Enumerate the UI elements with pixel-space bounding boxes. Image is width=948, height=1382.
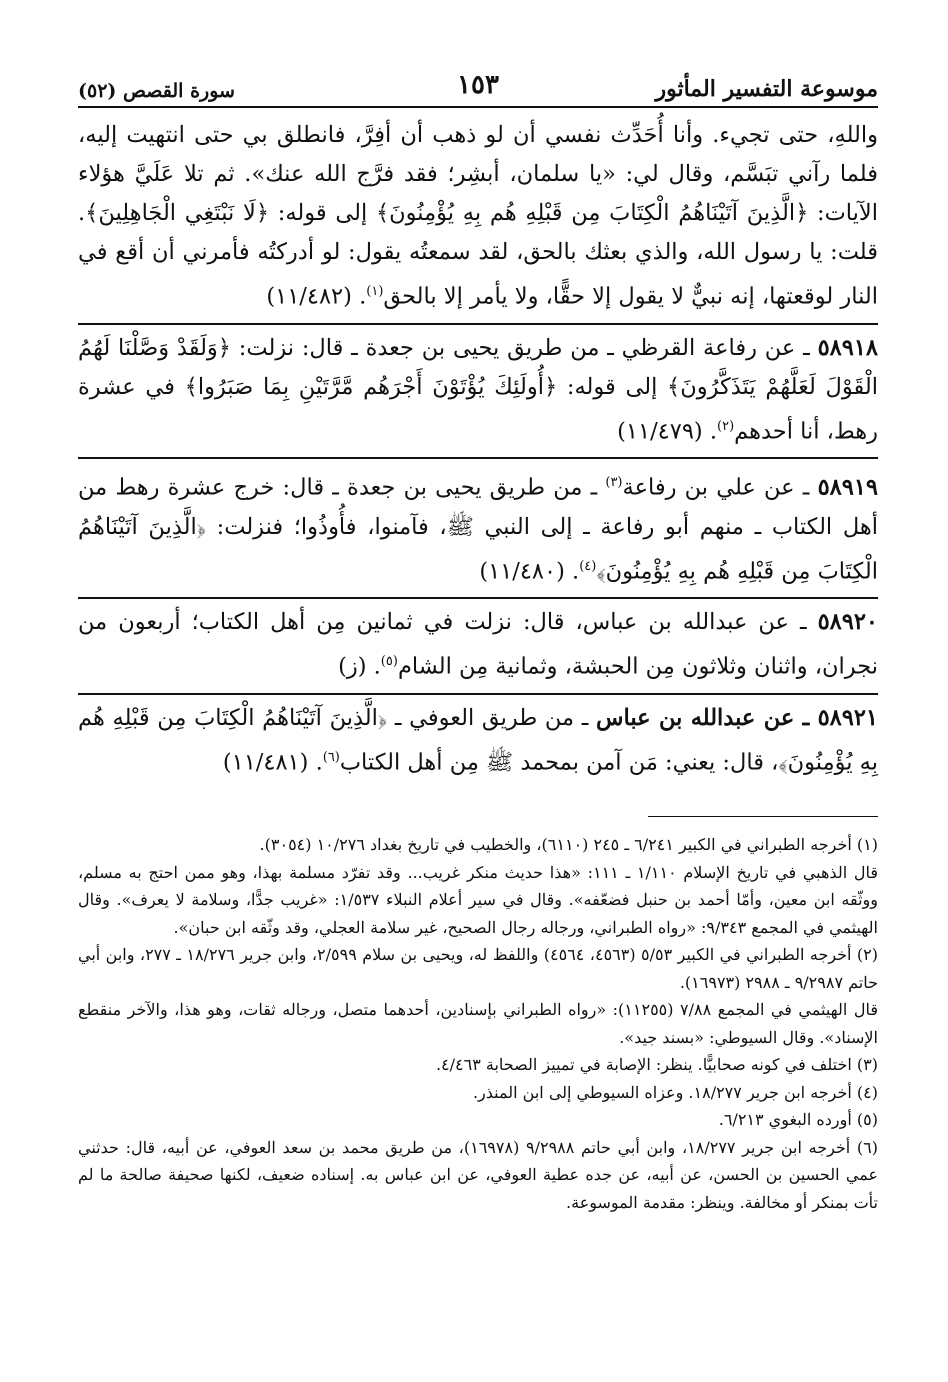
- entry-separator: [78, 597, 878, 599]
- footnote-marker: (٥): [380, 654, 398, 669]
- entry-reference: . (ز): [338, 653, 381, 680]
- footnote: (٣) اختلف في كونه صحابيًّا. ينظر: الإصابة في تمييز الصحابة ٤/٤٦٣.: [435, 1055, 878, 1074]
- entry-text-continued: ـ من طريق يحيى بن جعدة ـ قال: خرج عشرة رهط من أهل الكتاب ـ منهم أبو رفاعة ـ إلى النبي ﷺ، فآمنوا، فأُوذُوا؛ فنزلت: ﴿الَّذِينَ آتَيْنَاهُمُ الْكِتَابَ مِن قَبْلِهِ هُم بِهِ يُؤْمِنُونَ﴾: [78, 474, 878, 584]
- entry-text: ـ عن عبدالله بن عباس، قال: نزلت في ثمانين مِن أهل الكتاب؛ أربعون من نجران، واثنان وثلاثون مِن الحبشة، وثمانية مِن الشام: [78, 609, 878, 680]
- entry-58921: [78, 699, 878, 783]
- page-number: ١٥٣: [457, 70, 499, 100]
- entry-separator: [78, 323, 878, 325]
- entry-number: ٥٨٩٢١: [817, 704, 878, 731]
- entry-number: ٥٨٩١٨: [817, 334, 878, 361]
- footnote: (٤) أخرجه ابن جرير ١٨/٢٧٧. وعزاه السيوطي إلى ابن المنذر.: [472, 1082, 878, 1102]
- footnote-marker: (٢): [717, 418, 735, 434]
- footnote-marker: (٣): [605, 475, 623, 490]
- entry-number: ٥٨٩١٩: [817, 474, 878, 501]
- footnote: (٥) أورده البغوي ٦/٢١٣.: [718, 1110, 878, 1129]
- entry-reference: . (١١/٤٨٠): [479, 558, 580, 584]
- footnote-rule: [648, 816, 878, 817]
- header-rule: [78, 106, 878, 108]
- footnote: (١) أخرجه الطبراني في الكبير ٦/٢٤١ ـ ٢٤٥ (٦١١٠)، والخطيب في تاريخ بغداد ١٠/٢٧٦ (٣٠٥٤).: [259, 835, 878, 854]
- surah-title: سورة القصص (٥٢): [78, 80, 235, 102]
- footnote-continuation: قال الذهبي في تاريخ الإسلام ١/١١٠ ـ ١١١: «هذا حديث منكر غريب... وقد تفرّد مسلمة بهذا، وهو ممن احتج به مسلم، ووثّقه ابن معين، وأمّا أحمد بن حنبل فضعّفه». وقال في سير أعلام النبلاء ١/٥٣٧: «غريب جدًّا، وسلامة لا يعرف». وقال الهيثمي في المجمع ٩/٣٤٣: «رواه الطبراني، ورجاله رجال الصحيح، غير سلامة العجلي، وقد وثّقه ابن حبان».: [78, 862, 879, 937]
- entry-narrator: ـ عن عبدالله بن عباس: [596, 704, 818, 731]
- running-header: [78, 58, 878, 102]
- entry-continuation: [78, 116, 878, 317]
- entry-text: ـ عن علي بن رفاعة: [622, 474, 818, 501]
- footnote-marker: (٤): [579, 558, 597, 574]
- footnote: (٢) أخرجه الطبراني في الكبير ٥/٥٣ (٤٥٦٣، ٤٥٦٤) واللفظ له، ويحيى بن سلام ٢/٥٩٩، وابن جرير ١٨/٢٧٦ ـ ٢٧٧، وابن أبي حاتم ٩/٢٩٨٧ ـ ٢٩٨٨ (١٦٩٧٣).: [78, 945, 879, 992]
- entry-number: ٥٨٩٢٠: [817, 609, 878, 635]
- book-title: موسوعة التفسير المأثور: [655, 76, 878, 102]
- page: [78, 58, 878, 1216]
- entry-reference: . (١١/٤٨٢): [266, 283, 367, 310]
- footnote: (٦) أخرجه ابن جرير ١٨/٢٧٧، وابن أبي حاتم ٩/٢٩٨٨ (١٦٩٧٨)، من طريق محمد بن سعد العوفي، عن أبيه، قال: حدثني عمي الحسين بن الحسن، عن أبيه، عن جده عطية العوفي، عن ابن عباس به. إسناده ضعيف، لكنها صحيفة صالحة ما لم تأت بمنكر أو مخالفة. وينظر: مقدمة الموسوعة.: [78, 1137, 879, 1212]
- entry-separator: [78, 693, 878, 695]
- footnote-marker: (١): [366, 284, 384, 299]
- entry-reference: . (١١/٤٨١): [222, 749, 323, 775]
- entry-58920: [78, 603, 878, 687]
- entry-58918: [78, 329, 878, 452]
- entry-separator: [78, 457, 878, 459]
- footnotes: [78, 831, 878, 1216]
- footnote-continuation: قال الهيثمي في المجمع ٧/٨٨ (١١٢٥٥): «رواه الطبراني بإسنادين، أحدهما متصل، ورجاله ثقات، وهو هذا، والآخر منقطع الإسناد». وقال السيوطي: «بسند جيد».: [78, 1000, 879, 1047]
- entry-reference: . (١١/٤٧٩): [617, 418, 718, 444]
- entry-text: ـ عن رفاعة القرظي ـ من طريق يحيى بن جعدة ـ قال: نزلت: ﴿وَلَقَدْ وَصَّلْنَا لَهُمُ الْقَوْلَ لَعَلَّهُمْ يَتَذَكَّرُونَ﴾ إلى قوله: ﴿أُولَئِكَ يُؤْتَوْنَ أَجْرَهُم مَّرَّتَيْنِ بِمَا صَبَرُوا﴾ في عشرة رهط، أنا أحدهم: [78, 334, 878, 444]
- entry-text: واللهِ، حتى تجيء. وأنا أُحَدِّث نفسي أن لو ذهب أن أفِرَّ، فانطلق بي حتى انتهيت إليه، فلما رآني تبَسَّم، وقال لي: «يا سلمان، أبشِر؛ فقد فرَّج الله عنك». ثم تلا عَلَيَّ هؤلاء الآيات: ﴿الَّذِينَ آتَيْنَاهُمُ الْكِتَابَ مِن قَبْلِهِ هُم بِهِ يُؤْمِنُونَ﴾ إلى قوله: ﴿لَا نَبْتَغِي الْجَاهِلِينَ﴾. قلت: يا رسول الله، والذي بعثك بالحق، لقد سمعتُه يقول: لو أدركتُه فأمرني أن أقع في النار لوقعتها، إنه نبيٌّ لا يقول إلا حقًّا، ولا يأمر إلا بالحق: [78, 122, 878, 310]
- footnote-marker: (٦): [322, 749, 340, 765]
- entry-58919: [78, 463, 878, 591]
- entry-text: ـ من طريق العوفي ـ ﴿الَّذِينَ آتَيْنَاهُمُ الْكِتَابَ مِن قَبْلِهِ هُم بِهِ يُؤْمِنُونَ﴾، قال: يعني: مَن آمن بمحمد ﷺ مِن أهل الكتاب: [78, 704, 878, 775]
